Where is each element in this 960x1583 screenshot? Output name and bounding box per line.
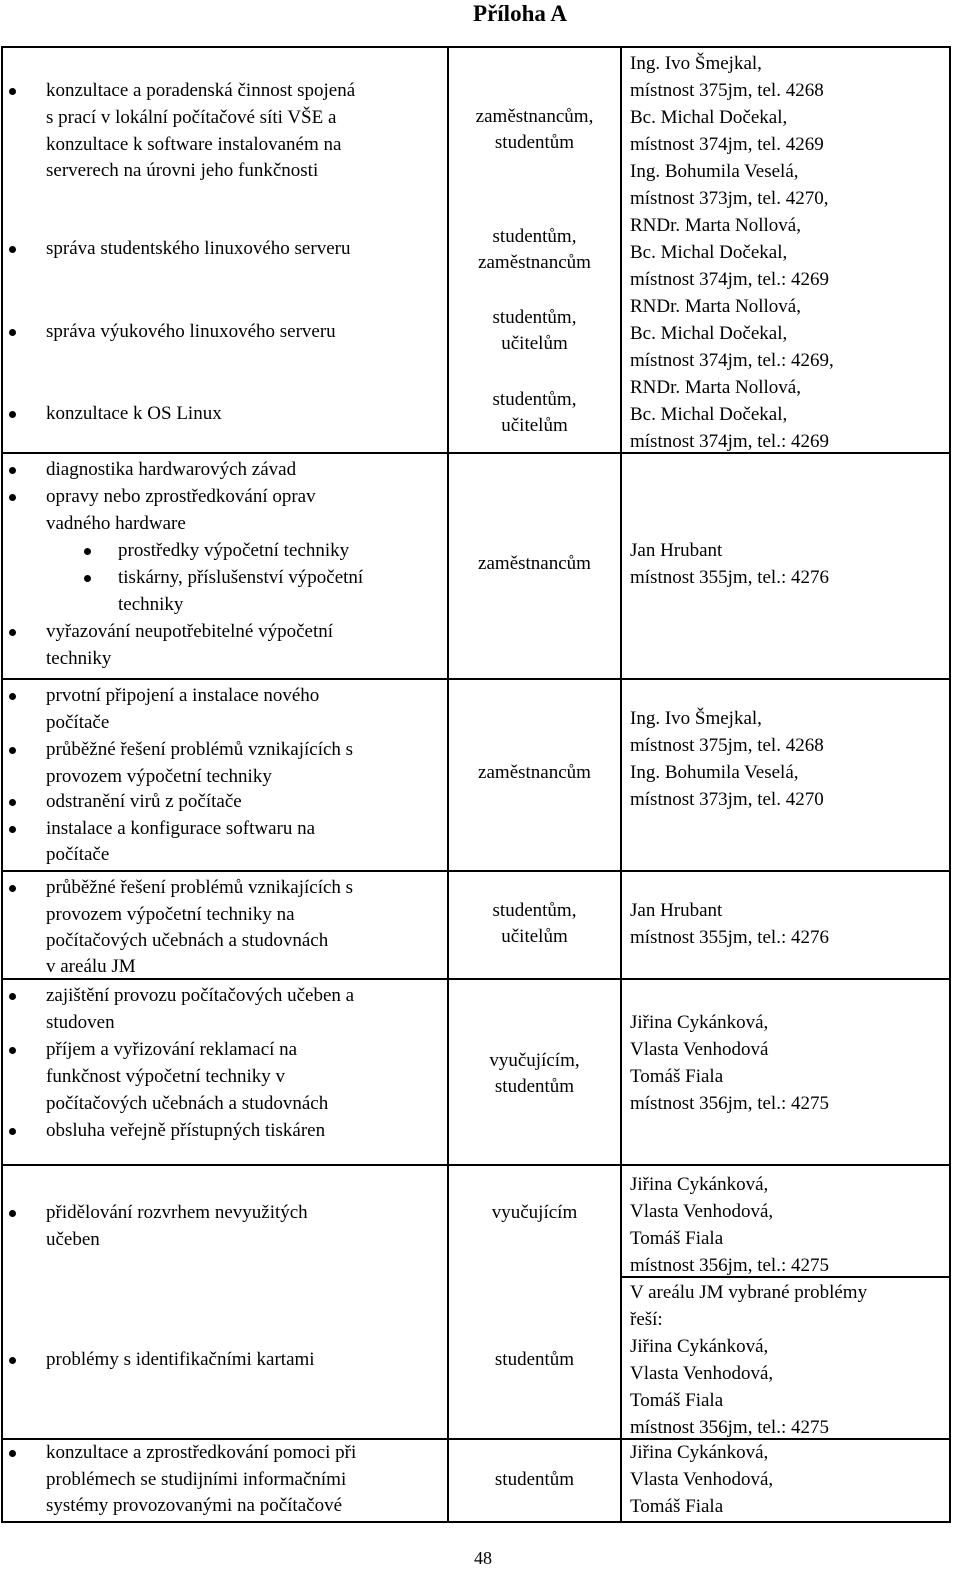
audience-text: zaměstnancům — [478, 553, 591, 574]
service-description-line: tiskárny, příslušenství výpočetní — [118, 567, 364, 588]
service-description-line: techniky — [118, 594, 184, 615]
contact-line: Tomáš Fiala — [630, 1496, 724, 1517]
bullet-icon — [9, 329, 16, 336]
bullet-icon — [9, 693, 16, 700]
audience-text: studentům — [494, 132, 575, 153]
audience-text: studentům — [494, 1349, 575, 1370]
service-description-line: správa výukového linuxového serveru — [46, 321, 336, 342]
contact-line: místnost 375jm, tel. 4268 — [630, 735, 824, 756]
audience-text: studentům, — [492, 900, 577, 921]
contact-line: V areálu JM vybrané problémy — [630, 1282, 868, 1303]
service-description-line: problémech se studijními informačními — [46, 1469, 347, 1490]
bullet-icon — [9, 1128, 16, 1135]
contact-line: Vlasta Venhodová, — [630, 1469, 774, 1490]
service-description-line: příjem a vyřizování reklamací na — [46, 1039, 298, 1060]
service-description-line: průběžné řešení problémů vznikajících s — [46, 739, 354, 760]
contact-line: Vlasta Venhodová, — [630, 1201, 774, 1222]
bullet-icon — [9, 1450, 16, 1457]
contact-line: Bc. Michal Dočekal, — [630, 323, 788, 344]
contact-line: místnost 374jm, tel. 4269 — [630, 134, 824, 155]
contact-line: místnost 375jm, tel. 4268 — [630, 80, 824, 101]
service-description-line: konzultace a poradenská činnost spojená — [46, 80, 356, 101]
table-row-divider — [1, 978, 951, 980]
service-description-line: správa studentského linuxového serveru — [46, 238, 351, 259]
contact-line: Tomáš Fiala — [630, 1390, 724, 1411]
bullet-icon — [9, 494, 16, 501]
audience-text: studentům, — [492, 389, 577, 410]
bullet-icon — [9, 88, 16, 95]
bullet-icon — [9, 629, 16, 636]
service-description-line: počítače — [46, 712, 110, 733]
service-description-line: počítače — [46, 844, 110, 865]
bullet-icon — [9, 885, 16, 892]
contact-line: místnost 373jm, tel. 4270, — [630, 188, 829, 209]
bullet-icon — [84, 575, 91, 582]
service-description-line: provozem výpočetní techniky na — [46, 904, 295, 925]
table-column-divider — [620, 46, 622, 1523]
contact-line: místnost 374jm, tel.: 4269 — [630, 269, 829, 290]
contact-line: RNDr. Marta Nollová, — [630, 296, 801, 317]
contact-line: místnost 355jm, tel.: 4276 — [630, 927, 829, 948]
service-description-line: konzultace a zprostředkování pomoci při — [46, 1442, 357, 1463]
contact-line: Bc. Michal Dočekal, — [630, 404, 788, 425]
service-description-line: opravy nebo zprostředkování oprav — [46, 486, 316, 507]
audience-text: vyučujícím, — [489, 1050, 580, 1071]
service-description-line: vyřazování neupotřebitelné výpočetní — [46, 621, 334, 642]
bullet-icon — [9, 246, 16, 253]
service-description-line: problémy s identifikačními kartami — [46, 1349, 315, 1370]
service-description-line: přidělování rozvrhem nevyužitých — [46, 1202, 308, 1223]
contact-line: místnost 374jm, tel.: 4269, — [630, 350, 834, 371]
service-description-line: provozem výpočetní techniky — [46, 766, 272, 787]
service-description-line: obsluha veřejně přístupných tiskáren — [46, 1120, 326, 1141]
contact-line: Ing. Bohumila Veselá, — [630, 161, 799, 182]
table-border-left — [1, 46, 3, 1523]
audience-text: studentům, — [492, 226, 577, 247]
service-description-line: odstranění virů z počítače — [46, 791, 242, 812]
audience-text: zaměstnancům — [478, 762, 591, 783]
table-border-top — [1, 46, 951, 48]
contact-line: Jiřina Cykánková, — [630, 1442, 769, 1463]
contact-line: Ing. Ivo Šmejkal, — [630, 708, 762, 729]
contact-line: Bc. Michal Dočekal, — [630, 107, 788, 128]
service-description-line: v areálu JM — [46, 956, 136, 977]
contact-line: místnost 373jm, tel. 4270 — [630, 789, 824, 810]
table-row-divider — [1, 870, 951, 872]
page-number: 48 — [474, 1548, 492, 1568]
contact-line: Jiřina Cykánková, — [630, 1012, 769, 1033]
audience-text: učitelům — [501, 333, 568, 354]
audience-text: studentům, — [492, 307, 577, 328]
service-description-line: konzultace k OS Linux — [46, 403, 222, 424]
contact-line: Bc. Michal Dočekal, — [630, 242, 788, 263]
service-description-line: diagnostika hardwarových závad — [46, 459, 297, 480]
service-description-line: vadného hardware — [46, 513, 186, 534]
bullet-icon — [9, 1210, 16, 1217]
audience-text: učitelům — [501, 415, 568, 436]
bullet-icon — [9, 993, 16, 1000]
bullet-icon — [84, 548, 91, 555]
table-row-divider — [1, 678, 951, 680]
audience-text: zaměstnancům, — [475, 106, 594, 127]
contact-line: místnost 374jm, tel.: 4269 — [630, 431, 829, 452]
audience-text: studentům — [494, 1076, 575, 1097]
table-border-bottom — [1, 1521, 951, 1523]
service-description-line: techniky — [46, 648, 112, 669]
service-description-line: instalace a konfigurace softwaru na — [46, 818, 316, 839]
service-description-line: s prací v lokální počítačové síti VŠE a — [46, 107, 337, 128]
audience-text: zaměstnancům — [478, 252, 591, 273]
service-description-line: konzultace k software instalovaném na — [46, 134, 342, 155]
service-description-line: funkčnost výpočetní techniky v — [46, 1066, 286, 1087]
service-description-line: počítačových učebnách a studovnách — [46, 1093, 329, 1114]
service-description-line: průběžné řešení problémů vznikajících s — [46, 877, 354, 898]
bullet-icon — [9, 467, 16, 474]
contact-line: Vlasta Venhodová — [630, 1039, 769, 1060]
contact-line: místnost 355jm, tel.: 4276 — [630, 567, 829, 588]
page-title: Příloha A — [473, 1, 567, 26]
contact-line: místnost 356jm, tel.: 4275 — [630, 1093, 829, 1114]
service-description-line: zajištění provozu počítačových učeben a — [46, 985, 355, 1006]
contact-line: Jan Hrubant — [630, 540, 723, 561]
audience-text: studentům — [494, 1469, 575, 1490]
contact-line: Tomáš Fiala — [630, 1228, 724, 1249]
bullet-icon — [9, 747, 16, 754]
service-description-line: serverech na úrovni jeho funkčnosti — [46, 160, 319, 181]
contact-line: Jan Hrubant — [630, 900, 723, 921]
audience-text: vyučujícím — [491, 1202, 578, 1223]
contact-line: Vlasta Venhodová, — [630, 1363, 774, 1384]
contact-line: řeší: — [630, 1309, 663, 1330]
contact-line: RNDr. Marta Nollová, — [630, 377, 801, 398]
contact-line: RNDr. Marta Nollová, — [630, 215, 801, 236]
service-description-line: systémy provozovanými na počítačové — [46, 1495, 343, 1516]
service-description-line: studoven — [46, 1012, 115, 1033]
bullet-icon — [9, 411, 16, 418]
bullet-icon — [9, 799, 16, 806]
contact-line: místnost 356jm, tel.: 4275 — [630, 1417, 829, 1438]
service-description-line: učeben — [46, 1229, 100, 1250]
audience-text: učitelům — [501, 926, 568, 947]
table-row-divider — [1, 1164, 951, 1166]
contact-line: Jiřina Cykánková, — [630, 1174, 769, 1195]
bullet-icon — [9, 1047, 16, 1054]
bullet-icon — [9, 826, 16, 833]
bullet-icon — [9, 1357, 16, 1364]
service-description-line: počítačových učebnách a studovnách — [46, 930, 329, 951]
contact-line: Ing. Bohumila Veselá, — [630, 762, 799, 783]
contact-line: Ing. Ivo Šmejkal, — [630, 53, 762, 74]
service-description-line: prvotní připojení a instalace nového — [46, 685, 320, 706]
contact-line: Tomáš Fiala — [630, 1066, 724, 1087]
table-border-right — [949, 46, 951, 1523]
contact-line: Jiřina Cykánková, — [630, 1336, 769, 1357]
contact-line: místnost 356jm, tel.: 4275 — [630, 1255, 829, 1276]
service-description-line: prostředky výpočetní techniky — [118, 540, 350, 561]
